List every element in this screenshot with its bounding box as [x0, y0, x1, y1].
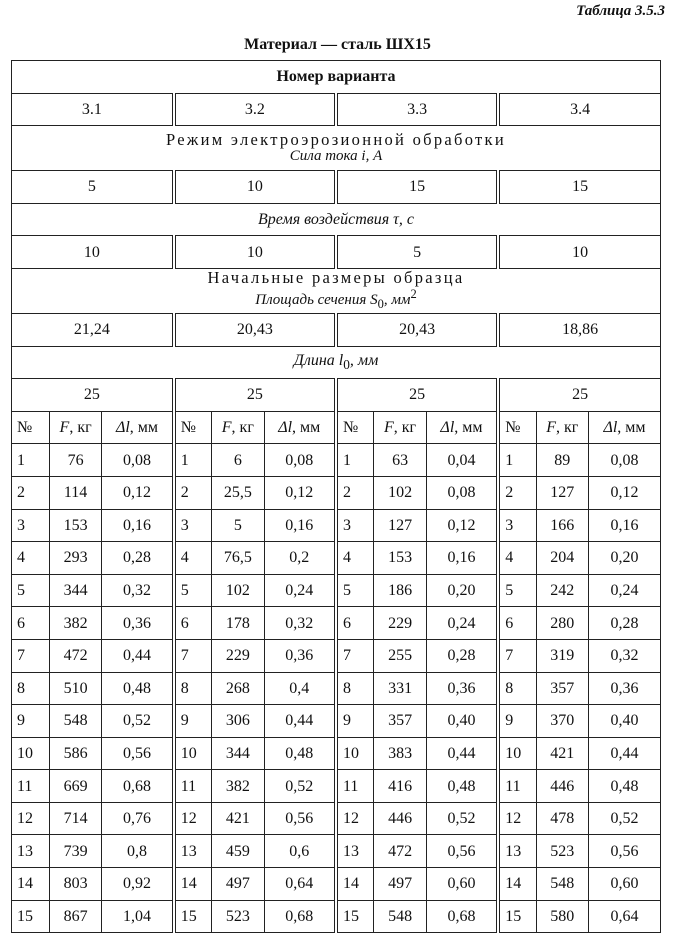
row-number: 3: [498, 509, 536, 542]
table-caption: Материал — сталь ШХ15: [244, 36, 431, 53]
row-number: 4: [12, 542, 50, 575]
row-number: 11: [174, 770, 212, 803]
elongation-value: 0,8: [102, 835, 174, 868]
force-value: 472: [374, 835, 426, 868]
row-number: 1: [174, 444, 212, 477]
table-row: [12, 770, 661, 803]
current-cell-2: 10: [174, 171, 336, 204]
force-value: 344: [49, 574, 101, 607]
row-number: 5: [174, 574, 212, 607]
force-value: 548: [374, 900, 426, 933]
force-value: 280: [536, 607, 588, 640]
force-value: 229: [212, 639, 264, 672]
row-number: 12: [336, 802, 374, 835]
force-value: 478: [536, 802, 588, 835]
force-value: 6: [212, 444, 264, 477]
row-number: 11: [498, 770, 536, 803]
force-value: 382: [212, 770, 264, 803]
row-number: 1: [12, 444, 50, 477]
row-number: 2: [498, 476, 536, 509]
row-number: 10: [336, 737, 374, 770]
elongation-value: 0,44: [588, 737, 660, 770]
force-value: 153: [374, 542, 426, 575]
row-number: 12: [174, 802, 212, 835]
elongation-value: 0,4: [264, 672, 336, 705]
row-number: 14: [174, 868, 212, 901]
elongation-value: 0,08: [102, 444, 174, 477]
force-value: 446: [536, 770, 588, 803]
force-value: 739: [49, 835, 101, 868]
row-number: 4: [174, 542, 212, 575]
force-value: 319: [536, 639, 588, 672]
area-label: Площадь сечения $S_0$, $мм^2$: [255, 286, 417, 311]
force-value: 497: [212, 868, 264, 901]
area-cell-4: 18,86: [498, 313, 660, 346]
force-value: 25,5: [212, 476, 264, 509]
elongation-value: 0,56: [264, 802, 336, 835]
length-cell-3: 25: [336, 379, 498, 412]
area-cell-1: 21,24: [12, 313, 174, 346]
table-row: [12, 705, 661, 738]
force-value: 383: [374, 737, 426, 770]
force-value: 803: [49, 868, 101, 901]
elongation-value: 0,12: [426, 509, 498, 542]
processing-mode-header: [12, 126, 661, 171]
row-number: 8: [174, 672, 212, 705]
variant-cell-1: 3.1: [12, 93, 174, 126]
current-label: Сила тока i, А: [289, 148, 383, 165]
elongation-value: 0,6: [264, 835, 336, 868]
elongation-value: 0,16: [264, 509, 336, 542]
force-value: 127: [374, 509, 426, 542]
force-value: 472: [49, 639, 101, 672]
elongation-value: 0,56: [102, 737, 174, 770]
force-value: 127: [536, 476, 588, 509]
row-number: 7: [498, 639, 536, 672]
elongation-value: 0,24: [588, 574, 660, 607]
force-value: 586: [49, 737, 101, 770]
row-number: 9: [498, 705, 536, 738]
row-number: 5: [498, 574, 536, 607]
force-value: 382: [49, 607, 101, 640]
row-number: 15: [174, 900, 212, 933]
elongation-value: 0,64: [588, 900, 660, 933]
elongation-value: 0,08: [264, 444, 336, 477]
force-value: 102: [212, 574, 264, 607]
row-number: 6: [336, 607, 374, 640]
row-number: 15: [336, 900, 374, 933]
force-value: 76,5: [212, 542, 264, 575]
row-number: 9: [174, 705, 212, 738]
force-value: 268: [212, 672, 264, 705]
time-label: Время воздействия τ, с: [12, 203, 661, 236]
row-number: 13: [12, 835, 50, 868]
elongation-value: 0,28: [102, 542, 174, 575]
row-number: 13: [498, 835, 536, 868]
elongation-value: 0,68: [102, 770, 174, 803]
variant-cell-3: 3.3: [336, 93, 498, 126]
column-header: Δl, мм: [102, 411, 174, 444]
elongation-value: 0,48: [264, 737, 336, 770]
initial-size-header: [12, 268, 661, 313]
force-value: 357: [536, 672, 588, 705]
row-number: 8: [336, 672, 374, 705]
length-cell-1: 25: [12, 379, 174, 412]
elongation-value: 0,12: [264, 476, 336, 509]
row-number: 12: [12, 802, 50, 835]
current-cell-1: 5: [12, 171, 174, 204]
column-header: №: [12, 411, 50, 444]
elongation-value: 0,44: [426, 737, 498, 770]
force-value: 89: [536, 444, 588, 477]
force-value: 229: [374, 607, 426, 640]
current-cell-4: 15: [498, 171, 660, 204]
elongation-value: 0,48: [102, 672, 174, 705]
row-number: 13: [174, 835, 212, 868]
elongation-value: 0,40: [426, 705, 498, 738]
row-number: 13: [336, 835, 374, 868]
elongation-value: 0,28: [588, 607, 660, 640]
row-number: 14: [336, 868, 374, 901]
time-cell-3: 5: [336, 236, 498, 269]
row-number: 14: [12, 868, 50, 901]
row-number: 15: [12, 900, 50, 933]
force-value: 669: [49, 770, 101, 803]
table-row: [12, 607, 661, 640]
row-number: 9: [12, 705, 50, 738]
column-header: Δl, мм: [426, 411, 498, 444]
table-row: [12, 802, 661, 835]
elongation-value: 0,52: [426, 802, 498, 835]
elongation-value: 0,32: [264, 607, 336, 640]
row-number: 10: [498, 737, 536, 770]
column-header: Δl, мм: [588, 411, 660, 444]
force-value: 497: [374, 868, 426, 901]
force-value: 344: [212, 737, 264, 770]
force-value: 421: [212, 802, 264, 835]
column-header: №: [174, 411, 212, 444]
elongation-value: 0,32: [588, 639, 660, 672]
row-number: 9: [336, 705, 374, 738]
elongation-value: 0,16: [102, 509, 174, 542]
row-number: 6: [174, 607, 212, 640]
force-value: 5: [212, 509, 264, 542]
table-row: [12, 672, 661, 705]
row-number: 15: [498, 900, 536, 933]
force-value: 76: [49, 444, 101, 477]
length-cell-2: 25: [174, 379, 336, 412]
force-value: 867: [49, 900, 101, 933]
length-label: Длина $l_0$, мм: [12, 346, 661, 379]
elongation-value: 0,56: [426, 835, 498, 868]
elongation-value: 0,52: [588, 802, 660, 835]
force-value: 306: [212, 705, 264, 738]
elongation-value: 0,36: [588, 672, 660, 705]
time-cell-2: 10: [174, 236, 336, 269]
force-value: 523: [536, 835, 588, 868]
elongation-value: 0,68: [426, 900, 498, 933]
row-number: 5: [336, 574, 374, 607]
force-value: 331: [374, 672, 426, 705]
force-value: 370: [536, 705, 588, 738]
force-value: 548: [49, 705, 101, 738]
mode-title: Режим электроэрозионной обработки: [166, 130, 506, 150]
initial-title: Начальные размеры образца: [207, 267, 465, 287]
table-row: [12, 444, 661, 477]
force-value: 523: [212, 900, 264, 933]
force-value: 102: [374, 476, 426, 509]
variant-cell-2: 3.2: [174, 93, 336, 126]
force-value: 166: [536, 509, 588, 542]
current-cell-3: 15: [336, 171, 498, 204]
elongation-value: 0,08: [426, 476, 498, 509]
variant-header: Номер варианта: [12, 61, 661, 94]
row-number: 2: [174, 476, 212, 509]
force-value: 63: [374, 444, 426, 477]
row-number: 7: [12, 639, 50, 672]
elongation-value: 0,92: [102, 868, 174, 901]
force-value: 178: [212, 607, 264, 640]
elongation-value: 0,36: [102, 607, 174, 640]
row-number: 4: [498, 542, 536, 575]
column-header: F, кг: [374, 411, 426, 444]
elongation-value: 0,52: [264, 770, 336, 803]
row-number: 3: [12, 509, 50, 542]
row-number: 3: [174, 509, 212, 542]
force-value: 153: [49, 509, 101, 542]
elongation-value: 0,60: [426, 868, 498, 901]
force-value: 580: [536, 900, 588, 933]
force-value: 242: [536, 574, 588, 607]
column-header: Δl, мм: [264, 411, 336, 444]
elongation-value: 0,68: [264, 900, 336, 933]
elongation-value: 0,08: [588, 444, 660, 477]
table-row: [12, 509, 661, 542]
data-table: [11, 60, 661, 933]
force-value: 714: [49, 802, 101, 835]
elongation-value: 0,12: [588, 476, 660, 509]
row-number: 6: [498, 607, 536, 640]
force-value: 421: [536, 737, 588, 770]
force-value: 255: [374, 639, 426, 672]
row-number: 11: [12, 770, 50, 803]
force-value: 357: [374, 705, 426, 738]
row-number: 7: [174, 639, 212, 672]
row-number: 4: [336, 542, 374, 575]
table-row: [12, 868, 661, 901]
elongation-value: 0,16: [426, 542, 498, 575]
row-number: 2: [336, 476, 374, 509]
row-number: 11: [336, 770, 374, 803]
force-value: 293: [49, 542, 101, 575]
column-header: №: [498, 411, 536, 444]
elongation-value: 0,40: [588, 705, 660, 738]
elongation-value: 0,52: [102, 705, 174, 738]
row-number: 1: [336, 444, 374, 477]
row-number: 8: [12, 672, 50, 705]
table-row: [12, 835, 661, 868]
elongation-value: 0,20: [588, 542, 660, 575]
elongation-value: 0,2: [264, 542, 336, 575]
elongation-value: 0,48: [426, 770, 498, 803]
row-number: 12: [498, 802, 536, 835]
elongation-value: 0,16: [588, 509, 660, 542]
elongation-value: 0,64: [264, 868, 336, 901]
table-number: Таблица 3.5.3: [576, 3, 665, 19]
force-value: 446: [374, 802, 426, 835]
elongation-value: 1,04: [102, 900, 174, 933]
area-cell-3: 20,43: [336, 313, 498, 346]
elongation-value: 0,76: [102, 802, 174, 835]
elongation-value: 0,60: [588, 868, 660, 901]
elongation-value: 0,44: [264, 705, 336, 738]
variant-cell-4: 3.4: [498, 93, 660, 126]
column-header: F, кг: [536, 411, 588, 444]
elongation-value: 0,48: [588, 770, 660, 803]
force-value: 114: [49, 476, 101, 509]
elongation-value: 0,36: [264, 639, 336, 672]
elongation-value: 0,32: [102, 574, 174, 607]
row-number: 14: [498, 868, 536, 901]
force-value: 459: [212, 835, 264, 868]
table-row: [12, 476, 661, 509]
force-value: 548: [536, 868, 588, 901]
force-value: 204: [536, 542, 588, 575]
row-number: 10: [174, 737, 212, 770]
row-number: 5: [12, 574, 50, 607]
length-cell-4: 25: [498, 379, 660, 412]
elongation-value: 0,12: [102, 476, 174, 509]
time-cell-4: 10: [498, 236, 660, 269]
row-number: 3: [336, 509, 374, 542]
table-row: [12, 639, 661, 672]
table-row: [12, 737, 661, 770]
table-row: [12, 900, 661, 933]
row-number: 2: [12, 476, 50, 509]
elongation-value: 0,28: [426, 639, 498, 672]
row-number: 1: [498, 444, 536, 477]
row-number: 8: [498, 672, 536, 705]
table-row: [12, 574, 661, 607]
area-cell-2: 20,43: [174, 313, 336, 346]
force-value: 186: [374, 574, 426, 607]
row-number: 10: [12, 737, 50, 770]
column-header: F, кг: [212, 411, 264, 444]
elongation-value: 0,44: [102, 639, 174, 672]
elongation-value: 0,24: [264, 574, 336, 607]
elongation-value: 0,24: [426, 607, 498, 640]
row-number: 7: [336, 639, 374, 672]
force-value: 416: [374, 770, 426, 803]
row-number: 6: [12, 607, 50, 640]
elongation-value: 0,20: [426, 574, 498, 607]
force-value: 510: [49, 672, 101, 705]
time-cell-1: 10: [12, 236, 174, 269]
column-header: F, кг: [49, 411, 101, 444]
column-header: №: [336, 411, 374, 444]
elongation-value: 0,04: [426, 444, 498, 477]
elongation-value: 0,56: [588, 835, 660, 868]
elongation-value: 0,36: [426, 672, 498, 705]
table-row: [12, 542, 661, 575]
